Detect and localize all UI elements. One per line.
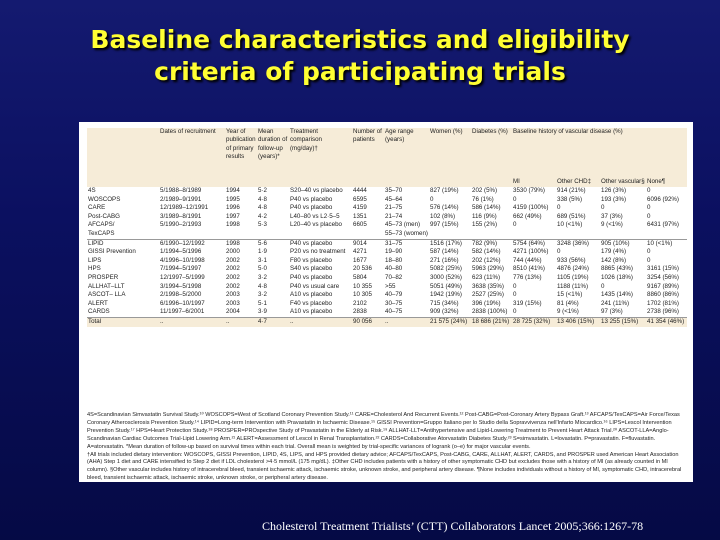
cell-women: 715 (34%): [430, 299, 459, 307]
cell-duration: 3·9: [258, 308, 267, 316]
cell-women: 271 (16%): [430, 256, 459, 264]
cell-dates: 1/1994–5/1996: [160, 248, 202, 256]
cell-women: 909 (32%): [430, 308, 459, 316]
cell-vasc: 13 255 (15%): [600, 317, 646, 326]
cell-diabetes: [471, 230, 512, 239]
cell-treatment: P40 vs placebo: [290, 204, 333, 212]
cell-women: 587 (14%): [430, 248, 459, 256]
cell-mi: 4159 (100%): [513, 204, 549, 212]
cell-duration: 3·1: [258, 256, 267, 264]
cell-vasc: 142 (8%): [601, 256, 627, 264]
cell-diabetes: 116 (9%): [472, 212, 497, 220]
cell-vasc: 1026 (18%): [601, 273, 633, 281]
cell-trial: LIPS: [88, 256, 102, 264]
cell-year: 2002: [226, 273, 240, 281]
cell-number: 6605: [353, 221, 367, 229]
cell-diabetes: 623 (11%): [472, 273, 501, 281]
cell-duration: 4·8: [258, 195, 267, 203]
cell-number: 4444: [353, 187, 367, 194]
slide-title: [0, 24, 720, 88]
cell-duration: 1·9: [258, 248, 267, 256]
cell-age: 18–80: [385, 256, 403, 264]
cell-number: 9014: [352, 239, 384, 248]
cell-dates: 12/1997–5/1999: [160, 273, 205, 281]
cell-dates: 2/1989–9/1991: [160, 195, 202, 203]
cell-none: [646, 230, 687, 239]
table-row: [87, 300, 687, 309]
cell-treatment: P40 vs usual care: [290, 282, 340, 290]
cell-age: 45–73 (men): [385, 221, 421, 229]
cell-mi: 0: [513, 282, 517, 290]
cell-number: 10 305: [353, 291, 372, 299]
cell-trial: CARDS: [88, 308, 110, 316]
cell-women: 5051 (49%): [430, 282, 462, 290]
subheader-other-chd: Other CHD‡: [556, 176, 600, 187]
cell-diabetes: 396 (19%): [472, 299, 501, 307]
cell-year: 2003: [226, 299, 240, 307]
subheader-none: None¶: [646, 176, 687, 187]
cell-age: 40–80: [385, 265, 403, 273]
title-line-2: criteria of participating trials: [154, 57, 566, 86]
cell-treatment: P20 vs no treatment: [290, 248, 346, 256]
cell-chd: 9 (<1%): [557, 308, 579, 316]
cell-number: 2838: [353, 308, 367, 316]
cell-dates: 4/1996–10/1998: [160, 256, 205, 264]
header-number: Number of patients: [353, 128, 382, 144]
cell-year: 1995: [226, 195, 240, 203]
cell-diabetes: 782 (9%): [471, 239, 512, 248]
cell-year: 2000: [226, 248, 240, 256]
cell-number: 4271: [353, 248, 367, 256]
cell-trial: 4S: [88, 187, 96, 194]
cell-dates: 11/1997–6/2001: [160, 308, 205, 316]
cell-chd: 10 (<1%): [557, 221, 583, 229]
table-row: [87, 257, 687, 266]
cell-dates: 7/1994–5/1997: [160, 265, 202, 273]
cell-trial: HPS: [88, 265, 101, 273]
cell-year: 1998: [225, 239, 257, 248]
cell-treatment: F80 vs placebo: [290, 256, 332, 264]
cell-diabetes: 2527 (25%): [472, 291, 504, 299]
cell-women: [429, 230, 471, 239]
table-row: [87, 265, 687, 274]
table-row: [87, 187, 687, 196]
table-row: [87, 291, 687, 300]
cell-none: 0: [647, 187, 651, 194]
table-row: [87, 317, 687, 326]
cell-none: 8860 (86%): [647, 291, 679, 299]
cell-number: [352, 230, 384, 239]
cell-number: 10 355: [353, 282, 372, 290]
cell-age: 21–75: [385, 204, 403, 212]
cell-age: 70–82: [385, 273, 403, 281]
cell-mi: 776 (13%): [513, 273, 542, 281]
cell-duration: 4·7: [257, 317, 289, 326]
cell-diabetes: 582 (14%): [472, 248, 501, 256]
cell-trial: TexCAPS: [88, 229, 115, 237]
cell-year: 2004: [226, 308, 240, 316]
cell-mi: 8510 (41%): [513, 265, 545, 273]
cell-duration: 4·2: [258, 212, 267, 220]
cell-none: 0: [647, 248, 651, 256]
footnote-abbreviations: 4S=Scandinavian Simvastatin Survival Study.¹⁰ WOSCOPS=West of Scotland Coronary Prevention Study.¹¹ CARE=Cholesterol And Recurrent Events.¹² Post-CABG=Post-Coronary Artery Bypass Graft.¹³ AFCAPS/TexCAPS=Air Force/Texas Coronary Atherosclerosis Prevention Study.¹⁴ LIPID=Long-term Intervention with Pravastatin in Ischaemic Disease.¹⁵ GISSI Prevention=Gruppo Italiano per lo Studio della Sopravvivenza nell'Infarto Miocardico.¹⁶ LIPS=Lescol Intervention Prevention Study.¹⁷ HPS=Heart Protection Study.¹⁸ PROSPER=PROspective Study of Pravastatin in the Elderly at Risk.¹⁹ ALLHAT-LLT=Antihypertensive and Lipid-Lowering Treatment to Prevent Heart Attack Trial.²⁰ ASCOT-LLA=Anglo-Scandinavian Cardiac Outcomes Trial-Lipid Lowering Arm.²¹ ALERT=Assessment of Lescol in Renal Transplantation.²² CARDS=Collaborative Atorvastatin Diabetes Study.²³ S=simvastatin. L=lovastatin. P=pravastatin. F=fluvastatin. A=atorvastatin. *Mean duration of follow-up based on survival times within each trial. Overall mean is weighted by trial-specific variances of logrank (o–e) for major vascular events.: [87, 412, 680, 450]
cell-treatment: A10 vs placebo: [290, 308, 333, 316]
cell-trial: ALERT: [88, 299, 108, 307]
cell-trial: ALLHAT–LLT: [88, 282, 125, 290]
cell-none: 1702 (81%): [647, 299, 679, 307]
cell-dates: 6/1990–12/1992: [159, 239, 225, 248]
cell-diabetes: 202 (5%): [472, 187, 498, 194]
cell-vasc: 97 (3%): [601, 308, 623, 316]
cell-mi: [512, 230, 556, 239]
cell-none: 6431 (97%): [647, 221, 679, 229]
cell-mi: 0: [513, 221, 517, 229]
cell-age: 40–75: [385, 308, 403, 316]
cell-women: 0: [430, 195, 434, 203]
cell-none: 0: [647, 256, 651, 264]
cell-treatment: P40 vs placebo: [289, 239, 352, 248]
cell-treatment: P40 vs placebo: [290, 273, 333, 281]
cell-trial: AFCAPS/: [88, 221, 115, 229]
cell-treatment: ..: [289, 317, 352, 326]
cell-vasc: 37 (3%): [601, 212, 623, 220]
cell-mi: 0: [513, 308, 517, 316]
cell-duration: [257, 230, 289, 239]
cell-dates: 2/1998–5/2000: [160, 291, 202, 299]
cell-vasc: 126 (3%): [601, 187, 627, 194]
cell-chd: 0: [557, 204, 561, 212]
cell-vasc: 8865 (43%): [601, 265, 633, 273]
cell-duration: 5·3: [258, 221, 267, 229]
cell-women: 5082 (25%): [430, 265, 462, 273]
cell-chd: 933 (56%): [557, 256, 586, 264]
table-panel: [79, 122, 693, 482]
cell-chd: 81 (4%): [557, 299, 579, 307]
cell-chd: 13 406 (15%): [556, 317, 600, 326]
cell-dates: 5/1988–8/1989: [160, 187, 202, 194]
cell-treatment: P40 vs placebo: [290, 195, 333, 203]
table-row: [87, 308, 687, 317]
cell-chd: 0: [557, 248, 561, 256]
cell-duration: 5·2: [258, 187, 267, 194]
table-row: [87, 196, 687, 205]
title-line-1: Baseline characteristics and eligibility: [90, 25, 630, 54]
header-year: Year of publication of primary results: [226, 128, 256, 161]
table-body: [87, 187, 687, 327]
cell-vasc: 0: [601, 204, 605, 212]
header-diabetes: Diabetes (%): [472, 128, 508, 135]
cell-none: 0: [647, 204, 651, 212]
cell-mi: 319 (15%): [513, 299, 542, 307]
cell-trial: CARE: [88, 204, 106, 212]
citation: Cholesterol Treatment Trialists’ (CTT) Collaborators Lancet 2005;366:1267-78: [262, 519, 644, 533]
cell-none: 9167 (89%): [647, 282, 679, 290]
cell-year: 2002: [226, 256, 240, 264]
cell-chd: 4876 (24%): [557, 265, 589, 273]
header-dates: Dates of recruitment: [160, 128, 216, 135]
cell-none: 3254 (56%): [647, 273, 679, 281]
table-row: [87, 230, 687, 239]
cell-dates: [159, 230, 225, 239]
cell-chd: 15 (<1%): [557, 291, 583, 299]
cell-year: 2002: [226, 265, 240, 273]
cell-duration: 5·0: [258, 265, 267, 273]
cell-number: 2102: [353, 299, 367, 307]
cell-trial: PROSPER: [88, 273, 119, 281]
cell-vasc: 9 (<1%): [601, 221, 623, 229]
cell-treatment: [289, 230, 352, 239]
table-row: [87, 248, 687, 257]
cell-women: 827 (19%): [430, 187, 459, 194]
cell-treatment: F40 vs placebo: [290, 299, 332, 307]
subheader-other-vascular: Other vascular§: [601, 178, 645, 185]
cell-diabetes: 2838 (100%): [472, 308, 508, 316]
cell-age: 19–90: [385, 248, 403, 256]
cell-age: 40–79: [385, 291, 403, 299]
cell-women: 576 (14%): [430, 204, 459, 212]
cell-duration: 5·1: [258, 299, 267, 307]
cell-diabetes: 586 (14%): [472, 204, 501, 212]
cell-none: 6096 (92%): [647, 195, 679, 203]
cell-duration: 4·8: [258, 282, 267, 290]
table-row: [87, 239, 687, 248]
table-header-row: [87, 128, 687, 176]
cell-dates: 3/1994–5/1998: [160, 282, 202, 290]
cell-vasc: 0: [601, 282, 605, 290]
cell-vasc: 1435 (14%): [601, 291, 633, 299]
cell-vasc: 241 (11%): [601, 299, 630, 307]
cell-women: 997 (15%): [430, 221, 459, 229]
cell-trial: ASCOT– LLA: [88, 291, 126, 299]
cell-number: 6595: [353, 195, 367, 203]
cell-chd: 689 (51%): [557, 212, 586, 220]
cell-year: ..: [225, 317, 257, 326]
cell-women: 3000 (52%): [430, 273, 462, 281]
cell-chd: 1188 (11%): [557, 282, 589, 290]
cell-number: 1677: [353, 256, 367, 264]
header-age: Age range (years): [385, 128, 414, 144]
cell-trial: WOSCOPS: [88, 195, 121, 203]
cell-mi: 5754 (64%): [512, 239, 556, 248]
cell-mi: 744 (44%): [513, 256, 542, 264]
subheader-mi: MI: [512, 176, 556, 187]
cell-treatment: S40 vs placebo: [290, 265, 333, 273]
cell-year: 1998: [226, 221, 240, 229]
cell-number: 5804: [353, 273, 367, 281]
table-row: [87, 213, 687, 222]
cell-age: 45–64: [385, 195, 403, 203]
table-row: [87, 283, 687, 292]
cell-none: 41 354 (46%): [646, 317, 687, 326]
cell-duration: 3·2: [258, 291, 267, 299]
cell-mi: 0: [513, 195, 517, 203]
cell-women: 102 (8%): [430, 212, 456, 220]
cell-dates: 3/1989–8/1991: [160, 212, 202, 220]
cell-chd: 914 (21%): [557, 187, 586, 194]
cell-women: 1516 (17%): [429, 239, 471, 248]
header-trial: [87, 128, 159, 176]
cell-year: 2002: [226, 282, 240, 290]
cell-none: 3161 (15%): [647, 265, 679, 273]
cell-age: 21–74: [385, 212, 403, 220]
cell-women: 1942 (19%): [430, 291, 462, 299]
cell-diabetes: 5963 (29%): [472, 265, 504, 273]
header-treatment: Treatment comparison (mg/day)†: [290, 128, 322, 152]
cell-mi: 28 725 (32%): [512, 317, 556, 326]
cell-number: 20 536: [353, 265, 372, 273]
cell-vasc: 193 (3%): [601, 195, 627, 203]
cell-age: 30–75: [385, 299, 403, 307]
cell-dates: ..: [159, 317, 225, 326]
cell-dates: 5/1990–2/1993: [160, 221, 202, 229]
footnotes: [87, 412, 687, 482]
cell-number: 90 056: [352, 317, 384, 326]
cell-trial: GISSI Prevention: [88, 248, 136, 256]
cell-year: 1997: [226, 212, 240, 220]
cell-age: >55: [385, 282, 396, 290]
cell-age: 31–75: [384, 239, 429, 248]
cell-mi: 0: [513, 291, 517, 299]
cell-diabetes: 202 (12%): [472, 256, 501, 264]
table-row: [87, 274, 687, 283]
cell-number: 1351: [353, 212, 367, 220]
cell-duration: 5·6: [257, 239, 289, 248]
cell-mi: 662 (49%): [513, 212, 542, 220]
footnote-diet: †All trials included dietary intervention: WOSCOPS, GISSI Prevention, LIPID, 4S, LIPS, and HPS provided dietary advice; AFCAPS/TexCAPS, Post-CABG, CARE, ALLHAT, ALERT, CARDS, and PROSPER used American Heart Association (AHA) Step 1 diet and CARE intensified to Step 2 diet if LDL cholesterol >4·5 mmol/L (175 mg/dL). ‡Other CHD includes patients with a history of other symptomatic CHD but excludes those with a history of MI (as already counted in MI column). §Other vascular includes history of intracerebral bleed, transient ischaemic attack, ischaemic stroke, unknown stroke, and peripheral artery disease. ¶None includes individuals without a history of MI, symptomatic CHD, intracerebral bleed, transient ischaemic attack, ischaemic stroke, unknown stroke, or peripheral artery disease.: [87, 451, 682, 482]
header-duration: Mean duration of follow-up (years)*: [258, 128, 288, 161]
cell-mi: 3530 (79%): [513, 187, 545, 194]
cell-chd: 338 (5%): [557, 195, 583, 203]
table-row: [87, 204, 687, 213]
cell-year: 1996: [226, 204, 240, 212]
cell-vasc: [600, 230, 646, 239]
cell-diabetes: 18 686 (21%): [471, 317, 512, 326]
cell-treatment: L20–40 vs placebo: [290, 221, 342, 229]
cell-treatment: A10 vs placebo: [290, 291, 333, 299]
cell-diabetes: 155 (2%): [472, 221, 498, 229]
cell-none: 2738 (96%): [647, 308, 679, 316]
cell-vasc: 905 (10%): [600, 239, 646, 248]
cell-none: 0: [647, 212, 651, 220]
cell-chd: 1105 (19%): [557, 273, 589, 281]
table-subheader-row: [87, 176, 687, 187]
header-baseline: Baseline history of vascular disease (%): [513, 128, 623, 135]
cell-year: 2003: [226, 291, 240, 299]
cell-age: 55–73 (women): [385, 229, 428, 237]
cell-treatment: S20–40 vs placebo: [290, 187, 343, 194]
cell-age: 35–70: [385, 187, 403, 194]
cell-vasc: 179 (4%): [601, 248, 627, 256]
cell-diabetes: 3638 (35%): [472, 282, 504, 290]
cell-year: [225, 230, 257, 239]
cell-trial: Total: [87, 317, 159, 326]
cell-duration: 3·2: [258, 273, 267, 281]
cell-dates: 6/1996–10/1997: [160, 299, 205, 307]
table-row: [87, 221, 687, 230]
cell-dates: 12/1989–12/1991: [160, 204, 209, 212]
cell-diabetes: 76 (1%): [472, 195, 494, 203]
cell-age: ..: [384, 317, 429, 326]
cell-none: 10 (<1%): [646, 239, 687, 248]
cell-number: 4159: [353, 204, 367, 212]
cell-year: 1994: [226, 187, 240, 194]
cell-mi: 4271 (100%): [513, 248, 549, 256]
header-women: Women (%): [430, 128, 463, 135]
cell-chd: 3248 (36%): [556, 239, 600, 248]
trials-table: [87, 128, 687, 327]
cell-treatment: L40–80 vs L2·5–5: [290, 212, 340, 220]
cell-chd: [556, 230, 600, 239]
cell-trial: Post-CABG: [88, 212, 120, 220]
cell-duration: 4·8: [258, 204, 267, 212]
cell-women: 21 575 (24%): [429, 317, 471, 326]
cell-trial: LIPID: [87, 239, 159, 248]
